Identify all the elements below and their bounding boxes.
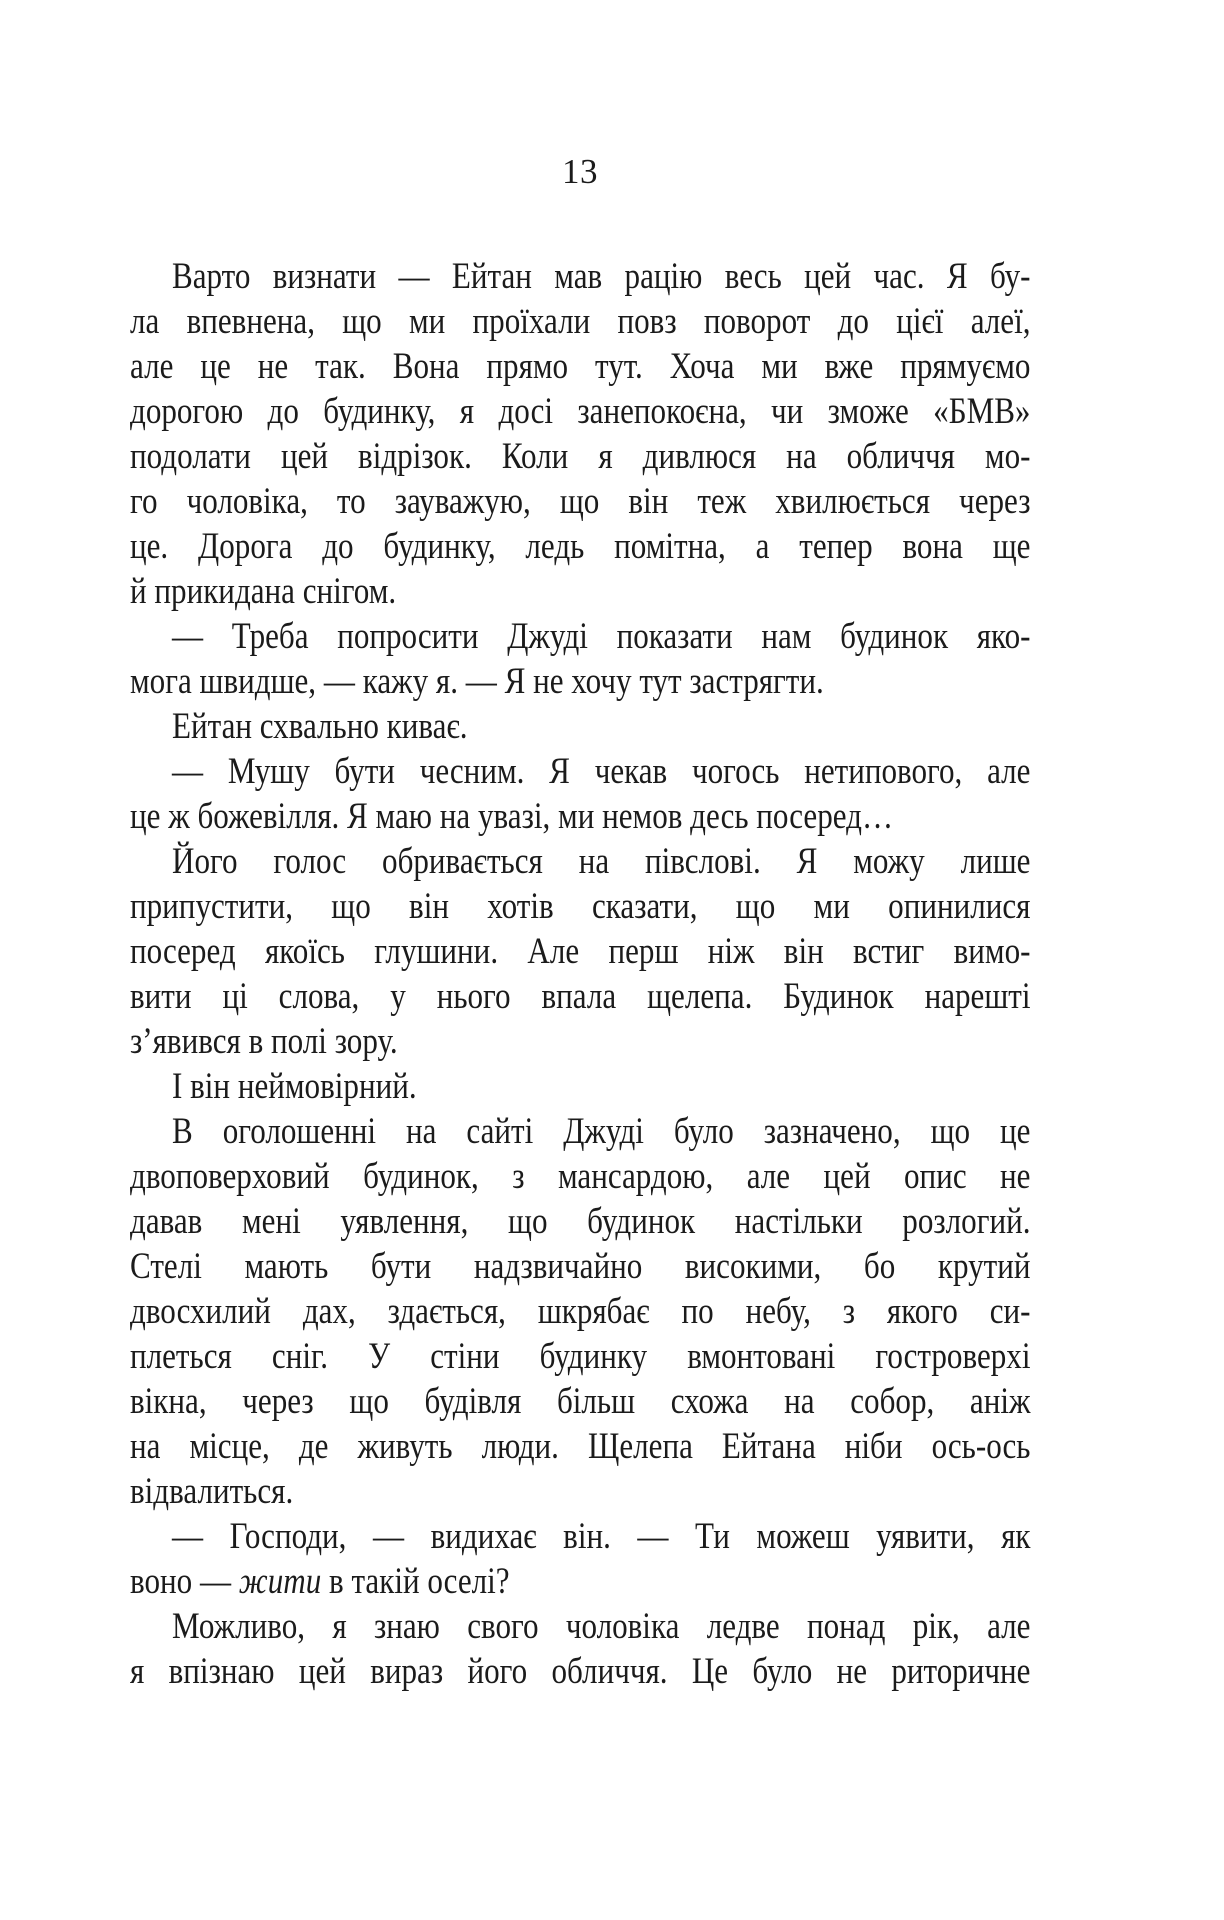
paragraph: [130, 1064, 1030, 1109]
text-line: двоповерховий будинок, з мансардою, але цей опис не: [130, 1156, 1031, 1197]
text-line: плеться сніг. У стіни будинку вмонтовані гостроверхі: [130, 1336, 1031, 1377]
paragraph: [130, 614, 1030, 704]
text-line: це. Дорога до будинку, ледь помітна, а тепер вона ще: [130, 526, 1031, 567]
text-line: ла впевнена, що ми проїхали повз поворот до цієї алеї,: [130, 301, 1031, 342]
paragraph: [130, 254, 1030, 614]
text-line: але це не так. Вона прямо тут. Хоча ми вже прямуємо: [130, 346, 1031, 387]
text-line: на місце, де живуть люди. Щелепа Ейтана ніби ось-ось: [130, 1426, 1031, 1467]
text-line: й прикидана снігом.: [130, 571, 397, 612]
paragraph: [130, 704, 1030, 749]
paragraph: [130, 1604, 1030, 1694]
text-line: Можливо, я знаю свого чоловіка ледве понад рік, але: [172, 1606, 1031, 1647]
text-line: го чоловіка, то зауважую, що він теж хвилюється через: [130, 481, 1031, 522]
text-line: відвалиться.: [130, 1471, 294, 1512]
text-line: припустити, що він хотів сказати, що ми опинилися: [130, 886, 1031, 927]
text-line: В оголошенні на сайті Джуді було зазначено, що це: [172, 1111, 1031, 1152]
text-line: з’явився в полі зору.: [130, 1021, 398, 1062]
text-line: це ж божевілля. Я маю на увазі, ми немов десь посеред…: [130, 796, 894, 837]
text-line: Стелі мають бути надзвичайно високими, бо крутий: [130, 1246, 1031, 1287]
text-segment: воно —: [130, 1561, 239, 1602]
text-line: Ейтан схвально киває.: [172, 706, 468, 747]
text-line: мога швидше, — кажу я. — Я не хочу тут застрягти.: [130, 661, 824, 702]
text-line: давав мені уявлення, що будинок настільки розлогий.: [130, 1201, 1031, 1242]
text-segment: в такій оселі?: [321, 1561, 510, 1602]
text-line: вити ці слова, у нього впала щелепа. Будинок нарешті: [130, 976, 1031, 1017]
page-text: [130, 254, 1030, 1694]
text-line: — Мушу бути чесним. Я чекав чогось нетипового, але: [172, 751, 1031, 792]
text-line: Варто визнати — Ейтан мав рацію весь цей час. Я бу-: [172, 256, 1031, 297]
text-line: подолати цей відрізок. Коли я дивлюся на обличчя мо-: [130, 436, 1031, 477]
page-number: 13: [562, 152, 598, 191]
paragraph: [130, 749, 1030, 839]
paragraph: [130, 1109, 1030, 1514]
text-line: Його голос обривається на півслові. Я можу лише: [172, 841, 1031, 882]
paragraph: [130, 839, 1030, 1064]
text-line: І він неймовірний.: [172, 1066, 417, 1107]
text-line: посеред якоїсь глушини. Але перш ніж він встиг вимо-: [130, 931, 1031, 972]
text-line: вікна, через що будівля більш схожа на собор, аніж: [130, 1381, 1031, 1422]
text-line: дорогою до будинку, я досі занепокоєна, чи зможе «БМВ»: [130, 391, 1031, 432]
text-line: — Треба попросити Джуді показати нам будинок яко-: [172, 616, 1031, 657]
text-line: — Господи, — видихає він. — Ти можеш уявити, як: [172, 1516, 1031, 1557]
italic-text: жити: [238, 1561, 322, 1602]
text-line: двосхилий дах, здається, шкрябає по небу, з якого си-: [130, 1291, 1031, 1332]
text-line: [130, 1559, 1030, 1604]
paragraph: [130, 1514, 1030, 1604]
text-line: я впізнаю цей вираз його обличчя. Це було не риторичне: [130, 1651, 1031, 1692]
